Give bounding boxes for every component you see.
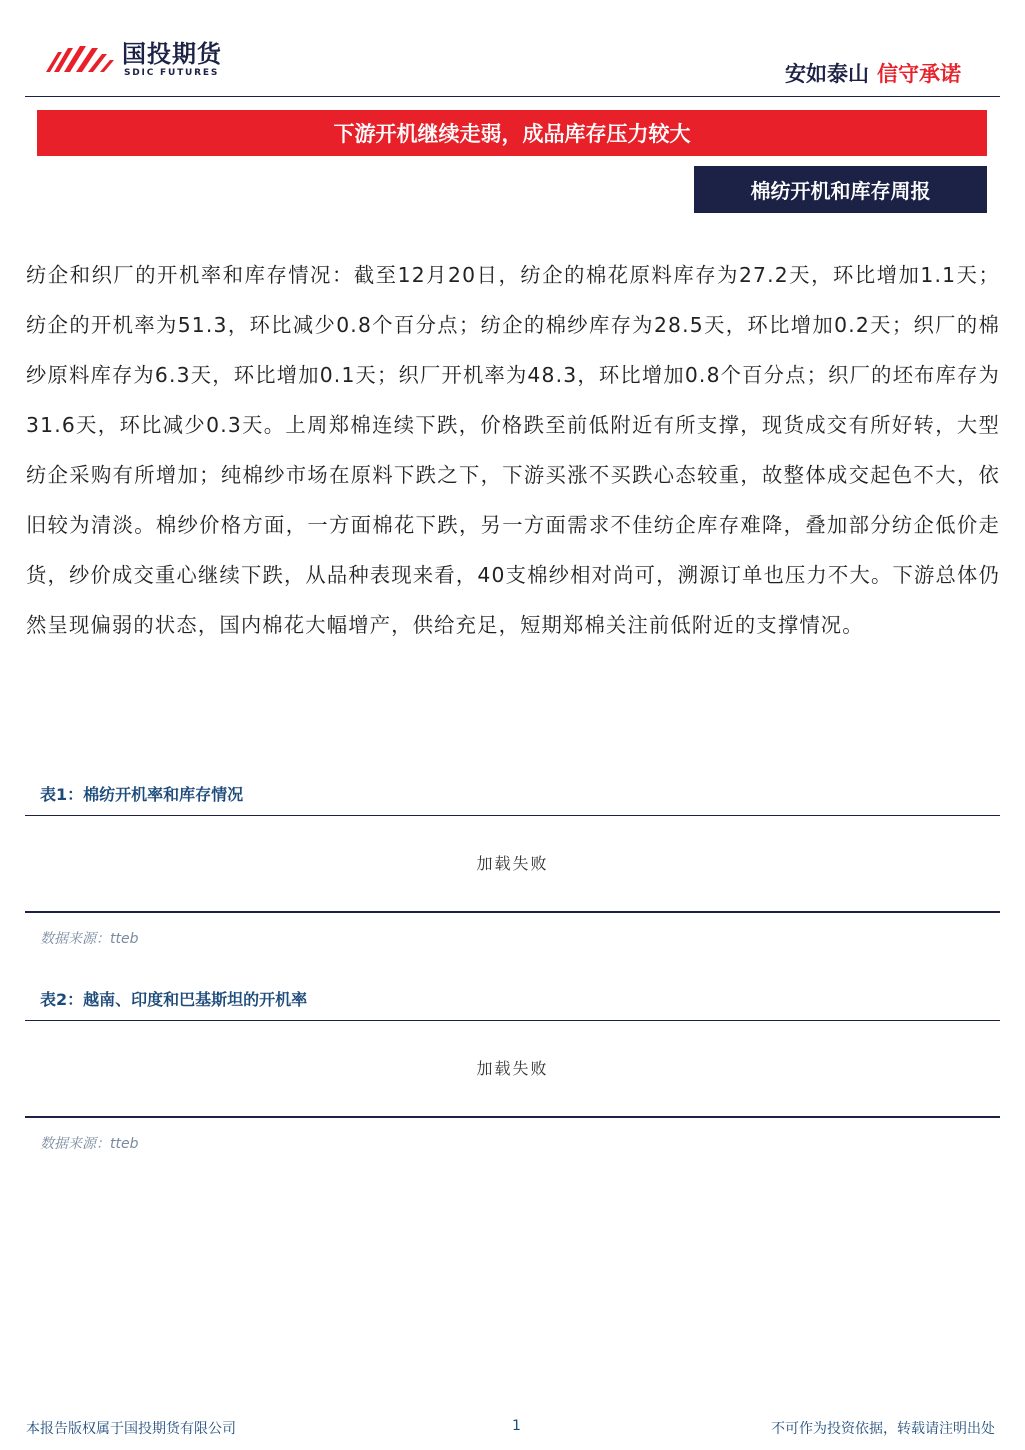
report-type-tag [694,166,987,213]
report-type-label: 棉纺开机和库存周报 [750,179,931,203]
table-2-bottom-rule [25,1116,1000,1118]
logo-mark-icon [44,42,116,76]
report-title: 下游开机继续走弱，成品库存压力较大 [333,122,691,146]
table-1-source: 数据来源：tteb [40,931,139,947]
footer-disclaimer: 不可作为投资依据，转载请注明出处 [771,1421,995,1437]
company-logo [44,40,244,80]
logo-text-en: SDIC FUTURES [124,68,220,78]
footer-copyright: 本报告版权属于国投期货有限公司 [26,1421,236,1437]
slogan [785,60,961,88]
table-1-top-rule [25,815,1000,816]
table-2-load-failed-text: 加载失败 [476,1059,549,1078]
body-paragraph: 纺企和织厂的开机率和库存情况：截至12月20日，纺企的棉花原料库存为27.2天，环比增加1.1天；纺企的开机率为51.3，环比减少0.8个百分点；纺企的棉纱库存为28.5天，环比增加0.2天；织厂的棉纱原料库存为6.3天，环比增加0.1天；织厂开机率为48.3，环比增加0.8个百分点；织厂的坯布库存为31.6天，环比减少0.3天。上周郑棉连续下跌，价格跌至前低附近有所支撑，现货成交有所好转，大型纺企采购有所增加；纯棉纱市场在原料下跌之下，下游买涨不买跌心态较重，故整体成交起色不大，依旧较为清淡。棉纱价格方面，一方面棉花下跌，另一方面需求不佳纺企库存难降，叠加部分纺企低价走货，纱价成交重心继续下跌，从品种表现来看，40支棉纱相对尚可，溯源订单也压力不大。下游总体仍然呈现偏弱的状态，国内棉花大幅增产，供给充足，短期郑棉关注前低附近的支撑情况。 [26,263,1000,637]
table-2-title: 表2：越南、印度和巴基斯坦的开机率 [40,990,308,1009]
footer-page-number: 1 [512,1418,521,1434]
logo-text-cn: 国投期货 [122,40,222,68]
report-title-bar [37,110,987,156]
slogan-part1: 安如泰山 [785,62,869,86]
slogan-part2: 信守承诺 [877,62,961,86]
table-2-source: 数据来源：tteb [40,1136,139,1152]
table-1-load-failed-text: 加载失败 [476,854,549,873]
table-1-title: 表1：棉纺开机率和库存情况 [40,785,244,804]
header-divider [25,96,1000,97]
table-1-bottom-rule [25,911,1000,913]
table-2-top-rule [25,1020,1000,1021]
